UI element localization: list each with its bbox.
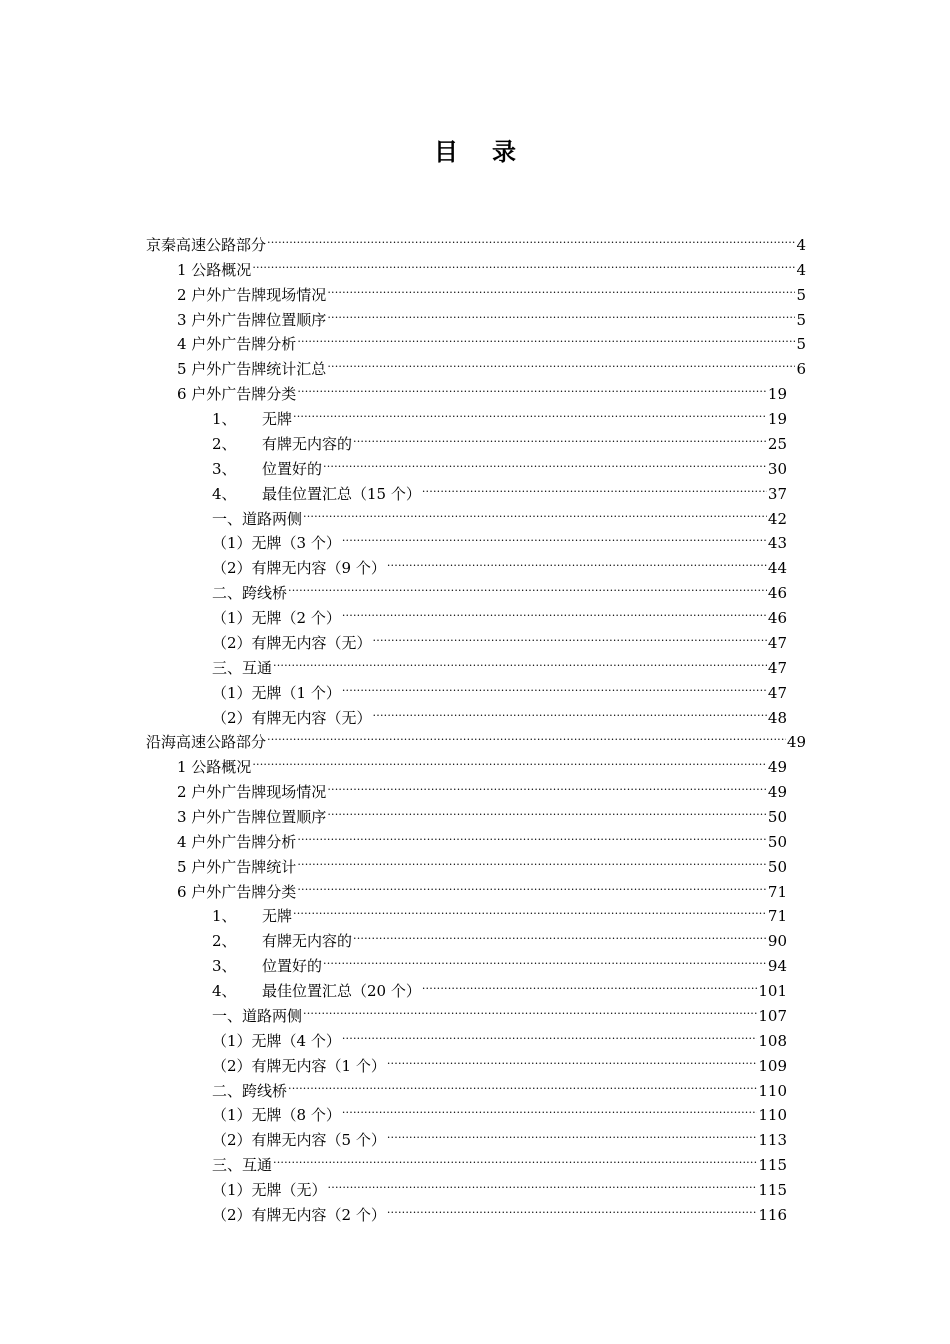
toc-entry[interactable] bbox=[212, 1170, 787, 1200]
toc-dot-leader bbox=[327, 772, 767, 797]
title-char-2: 录 bbox=[492, 137, 516, 166]
toc-entry[interactable] bbox=[212, 921, 787, 951]
toc-entry-label: 6 户外广告牌分类 bbox=[177, 385, 297, 404]
title-char-1: 目 bbox=[434, 137, 458, 166]
toc-entry-page-number: 113 bbox=[758, 1131, 787, 1150]
toc-entry-label: 有牌无内容的 bbox=[262, 434, 353, 453]
toc-dot-leader bbox=[387, 1046, 758, 1071]
toc-dot-leader bbox=[297, 847, 767, 872]
toc-entry-label: 1 公路概况 bbox=[177, 758, 252, 777]
toc-entry-number: 1、 bbox=[212, 410, 237, 429]
toc-entry[interactable] bbox=[212, 548, 787, 578]
toc-entry[interactable] bbox=[212, 896, 787, 926]
toc-entry-number: 4、 bbox=[212, 982, 237, 1001]
toc-dot-leader bbox=[342, 598, 767, 623]
toc-dot-leader bbox=[387, 548, 767, 573]
toc-entry-page-number: 50 bbox=[767, 857, 787, 876]
toc-entry[interactable] bbox=[212, 1046, 787, 1075]
toc-entry-label: 3 户外广告牌位置顺序 bbox=[177, 310, 327, 329]
toc-entry-page-number: 5 bbox=[796, 285, 806, 304]
toc-entry-page-number: 43 bbox=[767, 534, 787, 553]
toc-entry[interactable] bbox=[212, 698, 787, 727]
toc-entry-page-number: 46 bbox=[767, 609, 787, 628]
toc-dot-leader bbox=[422, 474, 767, 499]
toc-entry[interactable] bbox=[177, 872, 787, 901]
toc-entry-page-number: 101 bbox=[758, 982, 787, 1001]
toc-dot-leader bbox=[273, 1145, 757, 1170]
toc-entry[interactable] bbox=[177, 847, 787, 876]
toc-entry-label: （1）无牌（4 个） bbox=[212, 1031, 341, 1050]
toc-dot-leader bbox=[252, 250, 795, 275]
toc-entry-page-number: 50 bbox=[767, 808, 787, 826]
toc-entry-page-number: 49 bbox=[767, 783, 787, 802]
toc-entry[interactable] bbox=[212, 424, 787, 453]
toc-entry-page-number: 115 bbox=[758, 1156, 787, 1175]
toc-entry-label: 京秦高速公路部分 bbox=[146, 236, 267, 254]
toc-entry-page-number: 90 bbox=[767, 932, 787, 951]
toc-entry[interactable] bbox=[146, 722, 806, 752]
toc-entry-page-number: 37 bbox=[767, 484, 787, 503]
toc-entry-page-number: 4 bbox=[796, 260, 806, 279]
toc-entry-label: （2）有牌无内容（5 个） bbox=[212, 1131, 386, 1150]
toc-dot-leader bbox=[323, 946, 767, 971]
toc-entry[interactable] bbox=[212, 474, 787, 503]
toc-entry-page-number: 47 bbox=[767, 658, 787, 677]
toc-entry-label: 最佳位置汇总（20 个） bbox=[262, 982, 421, 1001]
toc-entry-label: （1）无牌（3 个） bbox=[212, 534, 341, 553]
toc-entry[interactable] bbox=[177, 349, 806, 379]
toc-entry[interactable] bbox=[212, 996, 787, 1025]
toc-entry[interactable] bbox=[177, 324, 806, 354]
toc-entry-label: 位置好的 bbox=[262, 459, 323, 478]
toc-entry-label: 4 户外广告牌分析 bbox=[177, 832, 297, 851]
toc-entry[interactable] bbox=[212, 598, 787, 628]
toc-entry-label: （1）无牌（无） bbox=[212, 1181, 327, 1200]
toc-dot-leader bbox=[342, 1095, 758, 1120]
toc-entry-page-number: 5 bbox=[796, 310, 806, 329]
toc-dot-leader bbox=[267, 722, 786, 747]
toc-entry-number: 1、 bbox=[212, 907, 237, 926]
toc-entry-label: 6 户外广告牌分类 bbox=[177, 882, 297, 901]
toc-entry-label: 无牌 bbox=[262, 410, 293, 429]
toc-entry[interactable] bbox=[212, 523, 787, 553]
toc-entry-label: （2）有牌无内容（9 个） bbox=[212, 559, 386, 578]
toc-dot-leader bbox=[303, 996, 757, 1021]
page-title bbox=[0, 134, 950, 170]
toc-entry[interactable] bbox=[212, 1021, 787, 1050]
toc-entry-label: （1）无牌（8 个） bbox=[212, 1106, 341, 1125]
toc-entry[interactable] bbox=[177, 275, 806, 304]
toc-entry-page-number: 5 bbox=[796, 335, 806, 354]
toc-dot-leader bbox=[327, 275, 795, 300]
toc-entry[interactable] bbox=[212, 449, 787, 478]
toc-entry-page-number: 108 bbox=[758, 1031, 787, 1050]
toc-dot-leader bbox=[323, 449, 767, 474]
toc-entry-label: 2 户外广告牌现场情况 bbox=[177, 285, 327, 304]
toc-entry[interactable] bbox=[212, 1095, 787, 1125]
toc-dot-leader bbox=[373, 623, 767, 648]
toc-entry-label: 沿海高速公路部分 bbox=[146, 733, 267, 752]
toc-entry-label: （2）有牌无内容（2 个） bbox=[212, 1205, 386, 1224]
toc-entry[interactable] bbox=[212, 648, 787, 677]
toc-entry-label: 4 户外广告牌分析 bbox=[177, 335, 297, 354]
toc-entry-label: 2 户外广告牌现场情况 bbox=[177, 783, 327, 802]
toc-entry-page-number: 46 bbox=[767, 584, 787, 603]
toc-dot-leader bbox=[328, 1170, 758, 1195]
toc-dot-leader bbox=[293, 896, 767, 921]
toc-entry-label: 有牌无内容的 bbox=[262, 932, 353, 951]
toc-entry-number: 2、 bbox=[212, 932, 237, 951]
toc-dot-leader bbox=[327, 300, 795, 325]
toc-dot-leader bbox=[267, 225, 795, 250]
toc-entry[interactable] bbox=[212, 1120, 787, 1150]
toc-dot-leader bbox=[297, 324, 795, 349]
toc-dot-leader bbox=[387, 1120, 758, 1145]
toc-entry[interactable] bbox=[177, 374, 787, 404]
toc-entry[interactable] bbox=[212, 1071, 787, 1100]
toc-entry[interactable] bbox=[177, 250, 806, 279]
toc-dot-leader bbox=[288, 573, 767, 598]
toc-entry-number: 3、 bbox=[212, 957, 237, 976]
toc-entry-label: （1）无牌（2 个） bbox=[212, 609, 341, 628]
toc-entry-label: （2）有牌无内容（无） bbox=[212, 708, 372, 727]
toc-entry[interactable] bbox=[177, 772, 787, 802]
toc-dot-leader bbox=[353, 424, 767, 449]
toc-dot-leader bbox=[293, 399, 767, 424]
toc-dot-leader bbox=[273, 648, 767, 673]
toc-entry-page-number: 4 bbox=[796, 236, 806, 254]
toc-entry-label: 一、道路两侧 bbox=[212, 509, 303, 528]
toc-entry[interactable] bbox=[212, 1145, 787, 1175]
toc-entry-page-number: 44 bbox=[767, 559, 787, 578]
toc-entry-page-number: 50 bbox=[767, 832, 787, 851]
toc-entry-label: （1）无牌（1 个） bbox=[212, 683, 341, 702]
toc-dot-leader bbox=[327, 797, 767, 822]
toc-entry[interactable] bbox=[212, 623, 787, 652]
toc-entry-page-number: 30 bbox=[767, 459, 787, 478]
toc-entry[interactable] bbox=[177, 797, 787, 826]
toc-entry-page-number: 94 bbox=[767, 957, 787, 976]
toc-entry-page-number: 115 bbox=[758, 1181, 787, 1200]
toc-entry-label: 三、互通 bbox=[212, 1156, 273, 1175]
toc-entry-page-number: 19 bbox=[767, 385, 787, 404]
toc-entry-page-number: 19 bbox=[767, 410, 787, 429]
toc-entry-page-number: 116 bbox=[758, 1205, 787, 1224]
toc-entry[interactable] bbox=[212, 673, 787, 702]
toc-entry-page-number: 71 bbox=[767, 907, 787, 926]
toc-entry[interactable] bbox=[212, 399, 787, 429]
toc-dot-leader bbox=[327, 349, 795, 374]
toc-dot-leader bbox=[387, 1195, 758, 1220]
toc-entry-label: 二、跨线桥 bbox=[212, 584, 288, 603]
toc-entry-number: 2、 bbox=[212, 434, 237, 453]
toc-entry-number: 4、 bbox=[212, 484, 237, 503]
toc-dot-leader bbox=[297, 822, 767, 847]
toc-entry-label: 3 户外广告牌位置顺序 bbox=[177, 808, 327, 826]
toc-entry[interactable] bbox=[177, 300, 806, 329]
toc-entry[interactable] bbox=[212, 1195, 787, 1224]
toc-entry-page-number: 49 bbox=[786, 733, 806, 752]
toc-entry-page-number: 48 bbox=[767, 708, 787, 727]
toc-entry[interactable] bbox=[212, 971, 787, 1001]
toc-entry-page-number: 71 bbox=[767, 882, 787, 901]
toc-dot-leader bbox=[288, 1071, 757, 1096]
toc-dot-leader bbox=[297, 872, 767, 897]
toc-entry-number: 3、 bbox=[212, 459, 237, 478]
toc-dot-leader bbox=[342, 523, 767, 548]
toc-entry-label: 5 户外广告牌统计 bbox=[177, 857, 297, 876]
toc-entry-page-number: 42 bbox=[767, 509, 787, 528]
toc-entry-label: 最佳位置汇总（15 个） bbox=[262, 484, 421, 503]
toc-entry-label: （2）有牌无内容（1 个） bbox=[212, 1056, 386, 1075]
toc-entry-page-number: 110 bbox=[758, 1106, 787, 1125]
toc-dot-leader bbox=[252, 747, 767, 772]
toc-entry[interactable] bbox=[146, 225, 806, 254]
toc-entry-label: 三、互通 bbox=[212, 658, 273, 677]
toc-entry[interactable] bbox=[177, 747, 787, 777]
toc-entry[interactable] bbox=[212, 946, 787, 976]
toc-entry-page-number: 110 bbox=[758, 1081, 787, 1100]
toc-dot-leader bbox=[342, 673, 767, 698]
toc-entry-label: 二、跨线桥 bbox=[212, 1081, 288, 1100]
toc-entry-page-number: 25 bbox=[767, 434, 787, 453]
toc-entry-page-number: 47 bbox=[767, 683, 787, 702]
toc-entry[interactable] bbox=[212, 499, 787, 528]
toc-entry[interactable] bbox=[177, 822, 787, 851]
toc-entry-page-number: 109 bbox=[758, 1056, 787, 1075]
toc-entry-page-number: 6 bbox=[796, 360, 806, 379]
toc-entry-label: 位置好的 bbox=[262, 957, 323, 976]
toc-dot-leader bbox=[353, 921, 767, 946]
toc-entry-label: 一、道路两侧 bbox=[212, 1006, 303, 1025]
toc-dot-leader bbox=[373, 698, 767, 723]
toc-dot-leader bbox=[342, 1021, 758, 1046]
toc-entry-label: 1 公路概况 bbox=[177, 260, 252, 279]
toc-entry-page-number: 47 bbox=[767, 633, 787, 652]
toc-entry-label: （2）有牌无内容（无） bbox=[212, 633, 372, 652]
toc-dot-leader bbox=[303, 499, 767, 524]
toc-dot-leader bbox=[297, 374, 767, 399]
toc-entry-label: 无牌 bbox=[262, 907, 293, 926]
toc-entry-page-number: 49 bbox=[767, 758, 787, 777]
toc-entry-page-number: 107 bbox=[758, 1006, 787, 1025]
toc-entry-label: 5 户外广告牌统计汇总 bbox=[177, 360, 327, 379]
toc-entry[interactable] bbox=[212, 573, 787, 603]
toc-dot-leader bbox=[422, 971, 758, 996]
